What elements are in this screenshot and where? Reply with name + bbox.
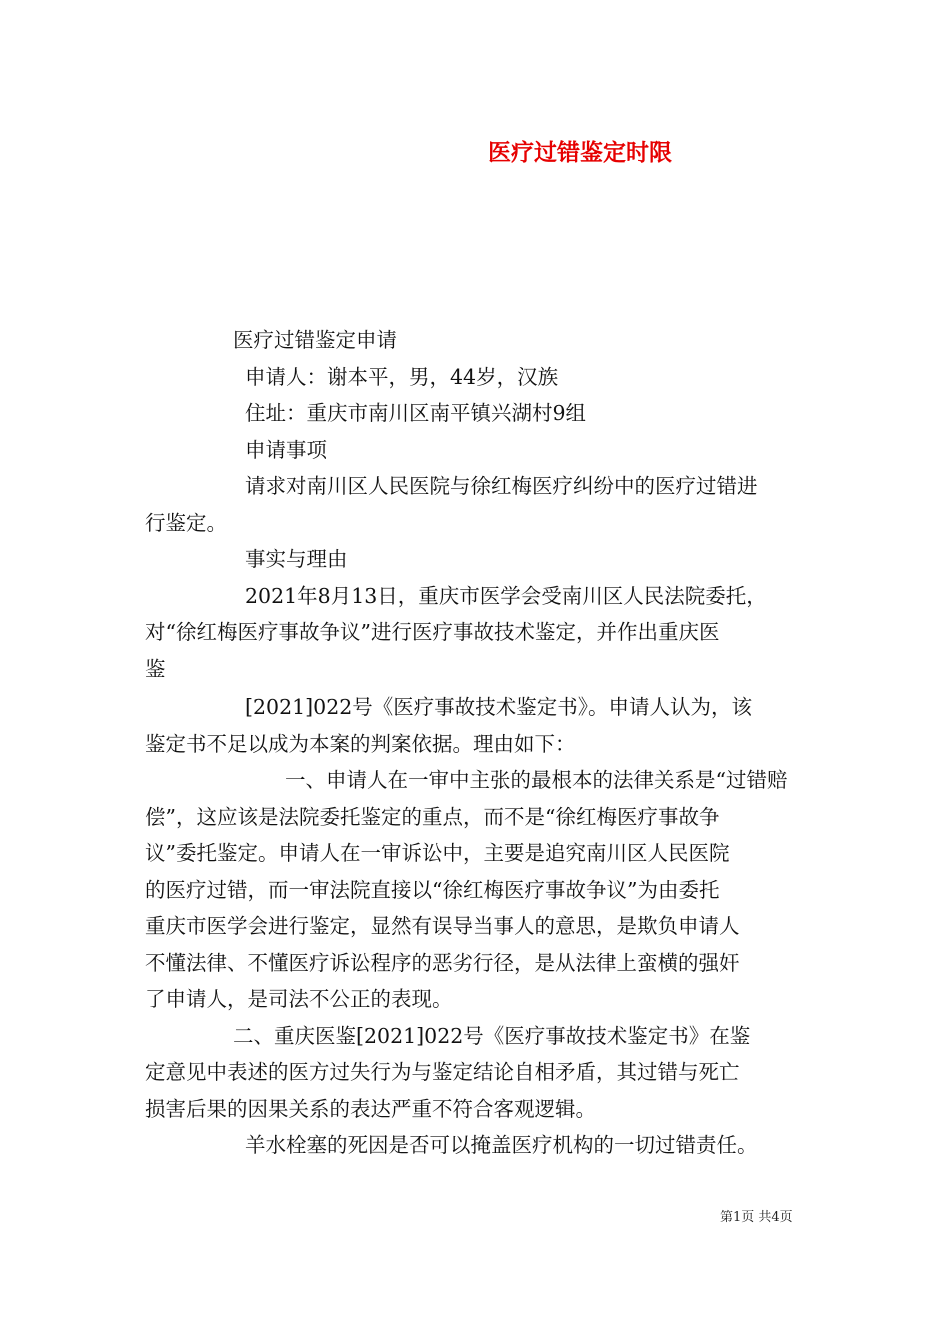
paragraph-line: 鉴 — [145, 656, 166, 681]
paragraph-line: 议”委托鉴定。申请人在一审诉讼中，主要是追究南川区人民医院 — [145, 841, 730, 865]
paragraph-line: 行鉴定。 — [145, 510, 227, 535]
document-body — [145, 322, 810, 1164]
paragraph-line: [2021]022号《医疗事故技术鉴定书》。申请人认为，该 — [245, 695, 753, 719]
paragraph-line: 定意见中表述的医方过失行为与鉴定结论自相矛盾，其过错与死亡 — [145, 1060, 740, 1084]
paragraph-line: 的医疗过错，而一审法院直接以“徐红梅医疗事故争议”为由委托 — [145, 877, 720, 902]
paragraph-line: 羊水栓塞的死因是否可以掩盖医疗机构的一切过错责任。 — [245, 1133, 758, 1157]
paragraph-line: 一、申请人在一审中主张的最根本的法律关系是“过错赔 — [285, 768, 788, 792]
document-title: 医疗过错鉴定时限 — [488, 140, 672, 166]
paragraph-line: 鉴定书不足以成为本案的判案依据。理由如下： — [145, 731, 576, 756]
paragraph-line: 2021年8月13日，重庆市医学会受南川区人民法院委托， — [245, 583, 767, 608]
paragraph-line: 不懂法律、不懂医疗诉讼程序的恶劣行径，是从法律上蛮横的强奸 — [145, 950, 740, 975]
applicant-line: 申请人：谢本平，男，44岁，汉族 — [245, 364, 559, 389]
paragraph-line: 重庆市医学会进行鉴定，显然有误导当事人的意思，是欺负申请人 — [145, 914, 740, 938]
address-line: 住址：重庆市南川区南平镇兴湖村9组 — [245, 401, 587, 425]
paragraph-line: 了申请人，是司法不公正的表现。 — [145, 987, 453, 1011]
paragraph-line: 对“徐红梅医疗事故争议”进行医疗事故技术鉴定，并作出重庆医 — [145, 620, 720, 644]
paragraph-line: 请求对南川区人民医院与徐红梅医疗纠纷中的医疗过错进 — [245, 474, 758, 498]
paragraph-line: 二、重庆医鉴[2021]022号《医疗事故技术鉴定书》在鉴 — [233, 1023, 751, 1048]
section-heading: 医疗过错鉴定申请 — [233, 328, 397, 352]
paragraph-line: 偿”，这应该是法院委托鉴定的重点，而不是“徐红梅医疗事故争 — [145, 804, 720, 829]
section-heading: 申请事项 — [245, 437, 327, 462]
paragraph-line: 损害后果的因果关系的表达严重不符合客观逻辑。 — [145, 1096, 596, 1121]
section-heading: 事实与理由 — [245, 547, 348, 571]
page-number: 第1页 共4页 — [720, 1210, 793, 1225]
